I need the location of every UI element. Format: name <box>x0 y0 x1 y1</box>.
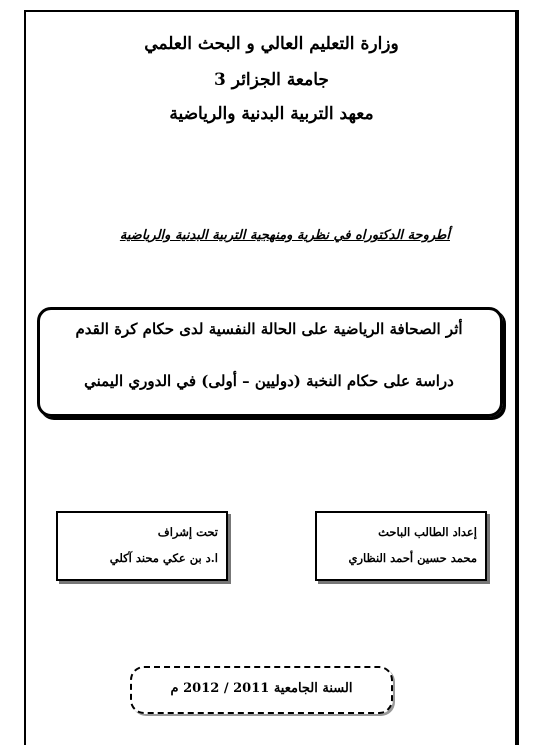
academic-year: السنة الجامعية 2011 / 2012 م <box>170 681 353 696</box>
institute-heading: معهد التربية البدنية والرياضية <box>169 104 374 124</box>
supervisor-box <box>56 511 228 581</box>
supervisor-name: ا.د بن عكي محند آكلي <box>109 551 218 565</box>
university-heading: جامعة الجزائر 3 <box>214 70 329 90</box>
supervisor-label: تحت إشراف <box>157 525 218 539</box>
ministry-heading: وزارة التعليم العالي و البحث العلمي <box>144 34 399 54</box>
thesis-title-line-1: أثر الصحافة الرياضية على الحالة النفسية لدى حكام كرة القدم <box>75 320 463 338</box>
author-name: محمد حسين أحمد النظاري <box>348 551 477 565</box>
thesis-title-line-2: دراسة على حكام النخبة (دوليين – أولى) في الدوري اليمني <box>84 372 454 390</box>
thesis-type: أطروحة الدكتوراه في نظرية ومنهجية التربية البدنية والرياضية <box>119 228 450 243</box>
author-label: إعداد الطالب الباحث <box>378 525 477 539</box>
author-box <box>315 511 487 581</box>
